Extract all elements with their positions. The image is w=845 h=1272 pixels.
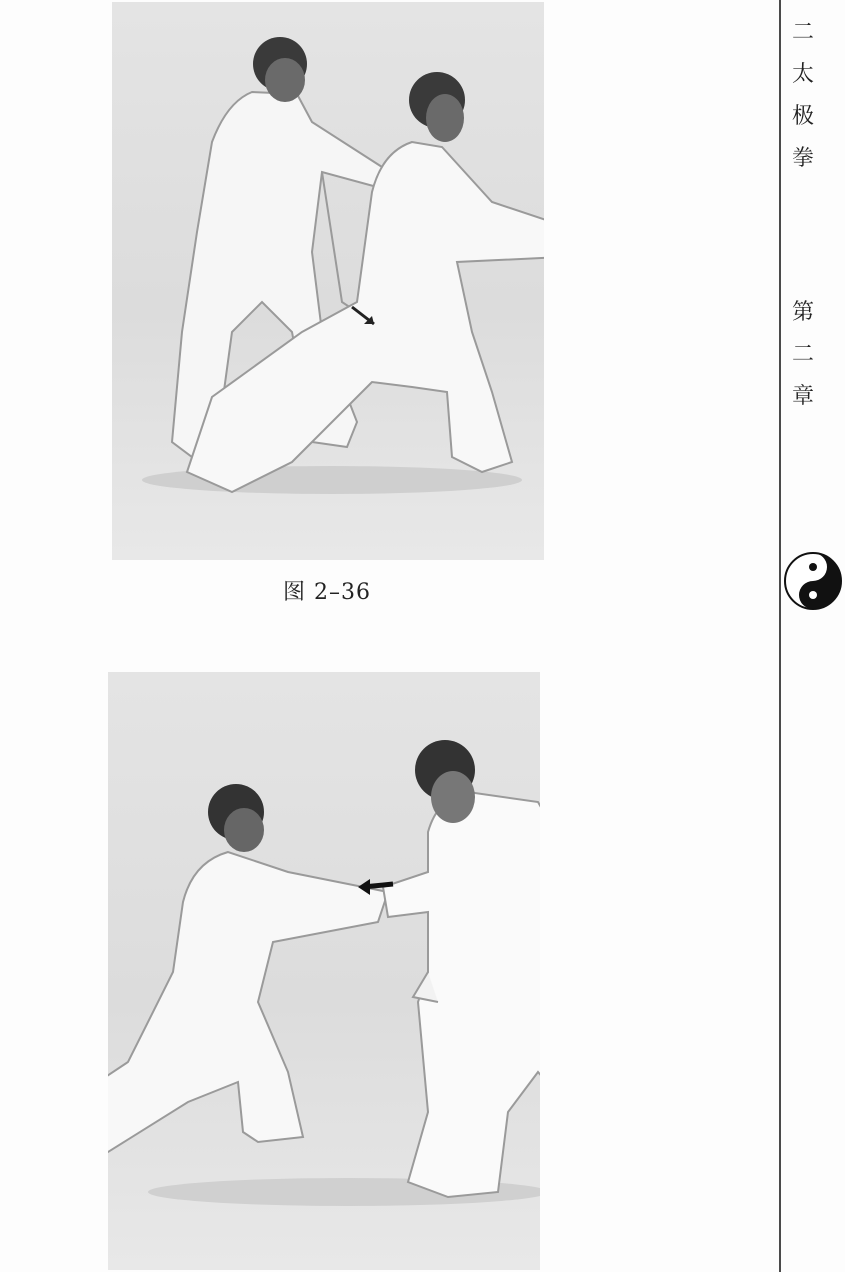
running-head-book-title [786,12,820,180]
margin-rule [779,0,781,1272]
running-head-char: 拳 [791,146,814,171]
tai-chi-push-hands-illustration [108,672,540,1270]
student-figure [108,784,388,1187]
figure-caption: 图 2–36 [283,580,371,605]
running-head-char: 太 [791,62,814,87]
running-head-char: 极 [791,104,814,129]
running-head-chapter [786,292,820,418]
chapter-char: 章 [791,384,814,409]
running-head-char: 二 [791,20,814,45]
figure-2-36-photo [112,2,544,560]
elder-figure [383,740,540,1197]
yin-yang-icon [783,551,843,611]
chapter-char: 二 [791,342,814,367]
chapter-char: 第 [791,300,814,325]
tai-chi-pair-illustration [112,2,544,560]
figure-2-37-photo [108,672,540,1270]
